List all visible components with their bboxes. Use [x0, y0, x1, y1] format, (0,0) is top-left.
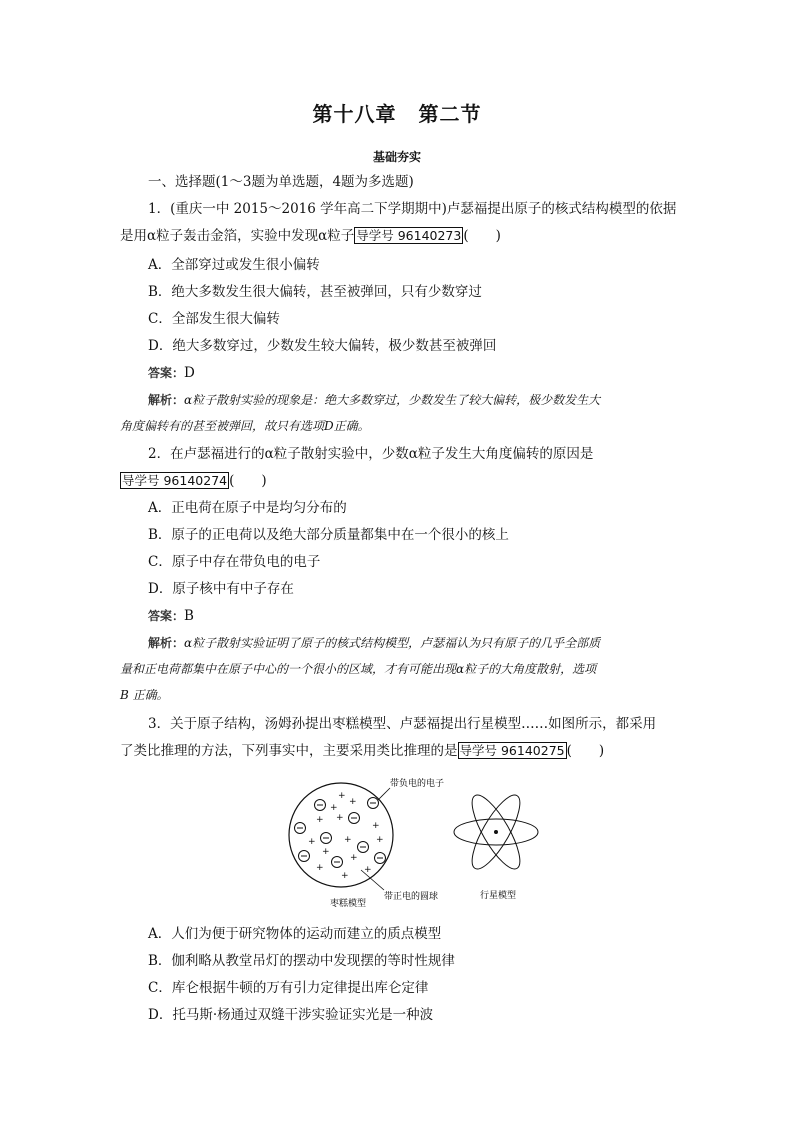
electron-icon [295, 823, 306, 834]
svg-text:+: + [330, 803, 338, 813]
electron-icon [358, 842, 369, 853]
q2-option-c: C．原子中存在带负电的电子 [148, 554, 321, 570]
svg-text:+: + [349, 797, 357, 807]
svg-text:+: + [372, 821, 380, 831]
svg-text:+: + [316, 863, 324, 873]
q2-analysis-line3: B 正确。 [120, 688, 169, 702]
q1-stem-line1: 1．(重庆一中 2015～2016 学年高二下学期期中)卢瑟福提出原子的核式结构模型的依据 [148, 201, 677, 217]
electron-icon [368, 798, 379, 809]
q3-option-b: B．伽利略从教堂吊灯的摆动中发现摆的等时性规律 [148, 953, 455, 969]
svg-text:+: + [344, 835, 352, 845]
q1-answer: 答案：D [148, 365, 195, 381]
q1-answer-value: D [184, 365, 195, 381]
electron-icon [349, 813, 360, 824]
label-sphere: 带正电的圆球 [384, 892, 439, 902]
svg-text:+: + [341, 871, 349, 881]
q2-ref-link[interactable]: 导学号 96140274 [122, 473, 228, 488]
svg-text:+: + [350, 853, 358, 863]
q2-analysis-line2: 量和正电荷都集中在原子中心的一个很小的区域，才有可能出现α粒子的大角度散射，选项 [120, 662, 597, 676]
q2-option-d: D．原子核中有中子存在 [148, 581, 294, 597]
label-plum-pudding: 枣糕模型 [330, 899, 367, 909]
chapter-title: 第十八章 [312, 102, 397, 126]
q2-stem-line1: 2．在卢瑟福进行的α粒子散射实验中，少数α粒子发生大角度偏转的原因是 [148, 446, 594, 462]
page-title [0, 98, 794, 127]
section-heading: 一、选择题(1～3题为单选题，4题为多选题) [148, 174, 414, 190]
q2-bracket: ( ) [229, 473, 267, 489]
q2-analysis-line1: 解析：α粒子散射实验证明了原子的核式结构模型，卢瑟福认为只有原子的几乎全部质 [148, 636, 601, 650]
q3-bracket: ( ) [566, 743, 605, 759]
svg-text:+: + [336, 813, 344, 823]
q1-analysis-line1: 解析：α粒子散射实验的现象是：绝大多数穿过，少数发生了较大偏转，极少数发生大 [148, 393, 601, 407]
electron-icon [332, 857, 343, 868]
q3-option-a: A．人们为便于研究物体的运动而建立的质点模型 [148, 926, 442, 942]
q1-analysis-line2: 角度偏转有的甚至被弹回，故只有选项D正确。 [120, 419, 370, 433]
q2-option-b: B．原子的正电荷以及绝大部分质量都集中在一个很小的核上 [148, 527, 509, 543]
q1-option-c: C．全部发生很大偏转 [148, 311, 280, 327]
electron-pointer-line [378, 788, 390, 800]
q1-ref-link[interactable]: 导学号 96140273 [356, 228, 462, 243]
svg-text:+: + [322, 847, 330, 857]
svg-text:+: + [364, 865, 372, 875]
svg-text:+: + [308, 837, 316, 847]
label-electron: 带负电的电子 [390, 779, 445, 789]
q3-stem-line1: 3．关于原子结构，汤姆孙提出枣糕模型、卢瑟福提出行星模型……如图所示，都采用 [148, 716, 657, 732]
q2-option-a: A．正电荷在原子中是均匀分布的 [148, 500, 347, 516]
svg-text:+: + [376, 835, 384, 845]
nucleus-dot [494, 830, 498, 834]
svg-text:+: + [338, 791, 346, 801]
q1-option-a: A．全部穿过或发生很小偏转 [148, 257, 320, 273]
electron-icon [299, 851, 310, 862]
q1-option-b: B．绝大多数发生很大偏转，甚至被弹回，只有少数穿过 [148, 284, 482, 300]
q3-ref-link[interactable]: 导学号 96140275 [459, 743, 565, 758]
q3-option-c: C．库仑根据牛顿的万有引力定律提出库仑定律 [148, 980, 429, 996]
q3-stem-line2: 了类比推理的方法，下列事实中，主要采用类比推理的是 导学号 96140275 ( ) [120, 743, 605, 759]
q2-stem-line2 [120, 471, 267, 491]
subtitle: 基础夯实 [372, 150, 421, 164]
electron-icon [315, 800, 326, 811]
sphere-pointer-line [361, 870, 384, 890]
section-title: 第二节 [418, 102, 482, 126]
q3-option-d: D．托马斯·杨通过双缝干涉实验证实光是一种波 [148, 1007, 434, 1023]
q2-answer: 答案：B [148, 608, 194, 624]
q1-option-d: D．绝大多数穿过，少数发生较大偏转，极少数甚至被弹回 [148, 338, 497, 354]
q2-answer-value: B [184, 608, 194, 624]
electron-icon [375, 853, 386, 864]
svg-text:+: + [316, 815, 324, 825]
electron-icon [321, 833, 332, 844]
q1-bracket: ( ) [463, 228, 501, 244]
atom-models-figure [286, 770, 546, 910]
q1-stem-line2: 是用α粒子轰击金箔，实验中发现α粒子 导学号 96140273 ( ) [120, 228, 501, 244]
plum-pudding-contents [295, 791, 386, 881]
label-planetary: 行星模型 [480, 891, 517, 901]
